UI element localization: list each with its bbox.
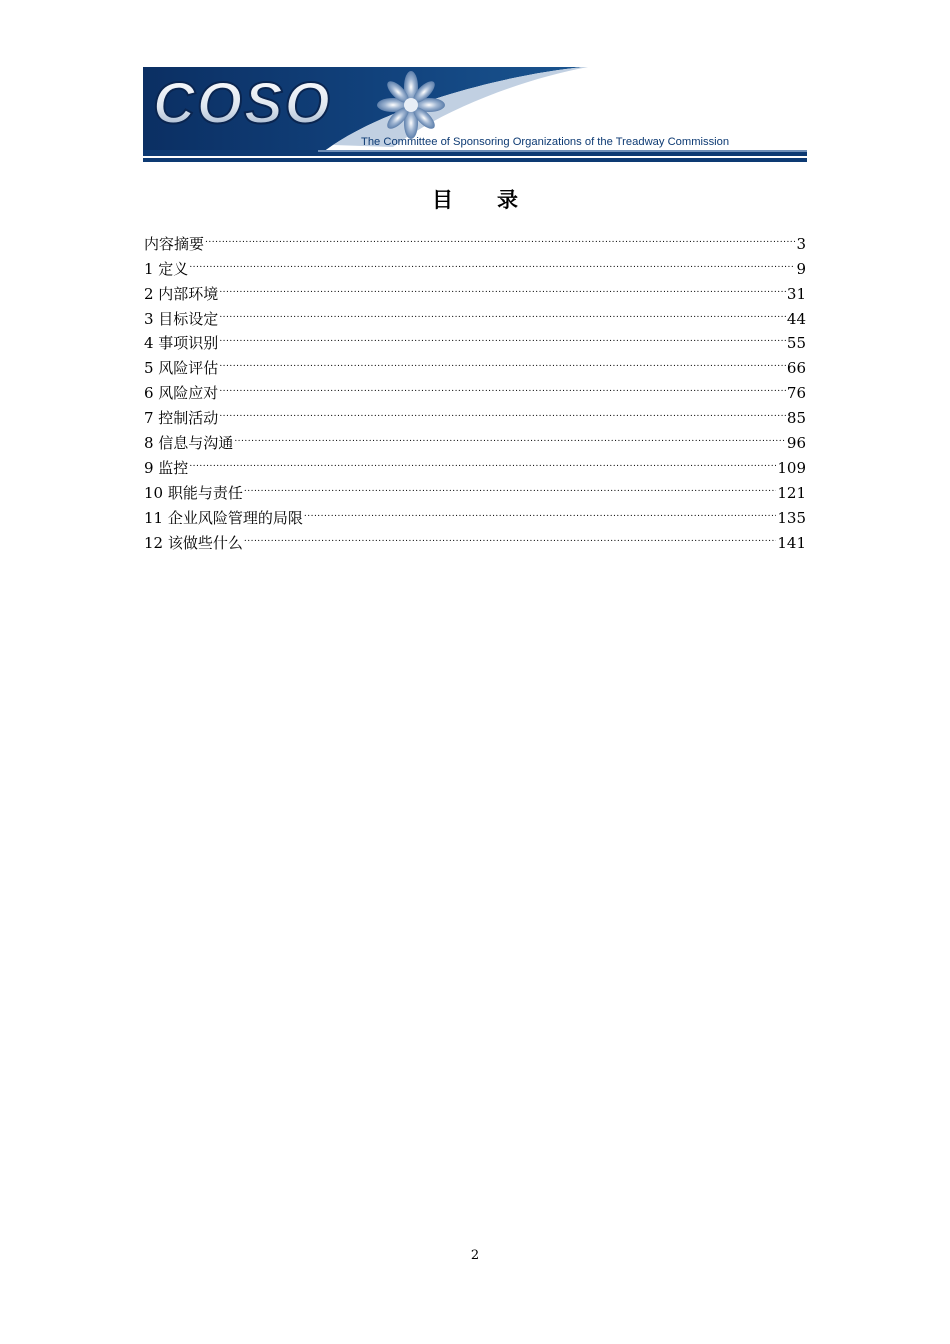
toc-dot-leader	[219, 324, 786, 349]
page-number: 2	[470, 1248, 480, 1263]
organization-name: The Committee of Sponsoring Organizations of the Treadway Commission	[361, 136, 730, 148]
toc-dot-leader	[219, 299, 786, 324]
toc-entry-label: 2 内部环境	[144, 284, 219, 303]
toc-dot-leader	[244, 473, 777, 498]
toc-entry-label: 12 该做些什么	[144, 533, 243, 552]
coso-logo-text: COSO	[153, 71, 332, 136]
toc-dot-leader	[244, 523, 777, 548]
toc-entry-page: 44	[786, 309, 806, 328]
toc-entry[interactable]	[144, 423, 806, 453]
toc-entry[interactable]	[144, 373, 806, 403]
toc-title-right: 录	[497, 187, 518, 212]
toc-entry-label: 8 信息与沟通	[144, 434, 234, 453]
toc-entry-label: 4 事项识别	[144, 334, 219, 353]
toc-entry[interactable]	[144, 274, 806, 303]
toc-entry-page: 141	[777, 533, 806, 552]
toc-entry-page: 3	[796, 234, 806, 253]
toc-entry-page: 96	[786, 434, 806, 453]
toc-entry-page: 135	[777, 508, 806, 527]
coso-banner-graphic	[143, 67, 807, 162]
toc-entry-page: 109	[777, 458, 806, 477]
toc-dot-leader	[219, 398, 786, 423]
toc-title-left: 目	[432, 187, 453, 212]
toc-dot-leader	[189, 448, 776, 473]
toc-entry[interactable]	[144, 299, 806, 328]
toc-entry[interactable]	[144, 498, 806, 527]
toc-entry-label: 7 控制活动	[144, 409, 219, 428]
toc-entry-page: 66	[786, 359, 806, 378]
toc-entry-page: 55	[786, 334, 806, 353]
toc-dot-leader	[219, 373, 786, 398]
coso-banner	[143, 67, 807, 162]
toc-entry-page: 121	[777, 483, 806, 502]
toc-dot-leader	[205, 224, 795, 249]
toc-entry[interactable]	[144, 523, 806, 552]
toc-entry-page: 31	[786, 284, 806, 303]
toc-entry-page: 85	[786, 409, 806, 428]
toc-dot-leader	[304, 498, 777, 523]
toc-entry-label: 内容摘要	[144, 234, 205, 253]
toc-entry-label: 11 企业风险管理的局限	[144, 508, 303, 527]
toc-entry[interactable]	[144, 224, 806, 253]
toc-entry-label: 5 风险评估	[144, 359, 219, 378]
toc-entry-page: 76	[786, 384, 806, 403]
toc-entry-page: 9	[796, 259, 806, 278]
toc-entry-label: 3 目标设定	[144, 309, 219, 328]
toc-entry[interactable]	[144, 324, 806, 353]
toc-entry[interactable]	[144, 249, 806, 278]
toc-dot-leader	[219, 274, 786, 299]
toc-title	[0, 184, 950, 214]
toc-entry-label: 10 职能与责任	[144, 483, 243, 502]
toc-dot-leader	[189, 249, 795, 274]
toc-entry-label: 1 定义	[144, 259, 189, 278]
toc-entry[interactable]	[144, 473, 806, 502]
toc-entry-label: 6 风险应对	[144, 384, 219, 403]
toc-entry[interactable]	[144, 348, 806, 378]
toc-entry-label: 9 监控	[144, 458, 189, 477]
toc-dot-leader	[219, 348, 786, 373]
toc-entry[interactable]	[144, 398, 806, 428]
toc-dot-leader	[234, 423, 786, 448]
toc-entry[interactable]	[144, 448, 806, 477]
table-of-contents	[144, 224, 806, 552]
